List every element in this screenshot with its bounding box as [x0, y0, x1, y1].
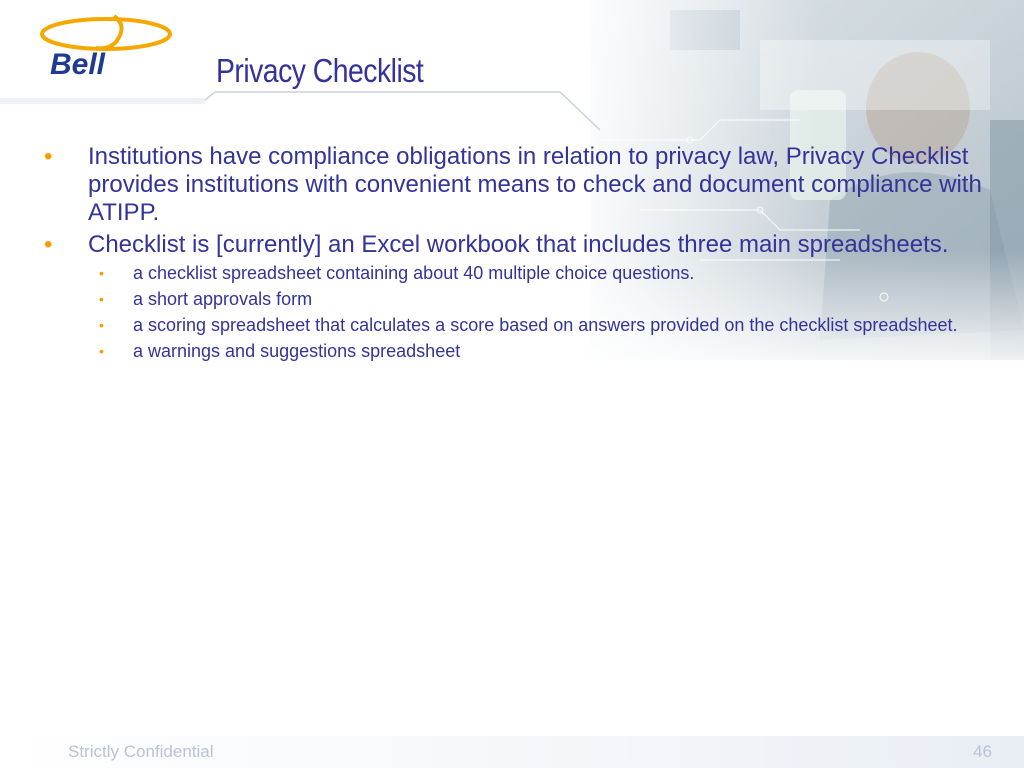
sub-bullet-icon: •: [99, 291, 104, 307]
sub-bullet-item: [44, 341, 984, 362]
sub-bullet-text: a warnings and suggestions spreadsheet: [133, 341, 461, 361]
sub-bullet-item: [44, 263, 984, 284]
sub-bullet-icon: •: [99, 317, 104, 333]
sub-bullet-item: [44, 289, 984, 310]
sub-bullet-list: [44, 263, 984, 362]
svg-text:Bell: Bell: [50, 48, 106, 81]
sub-bullet-icon: •: [99, 265, 104, 281]
footer-confidential-label: Strictly Confidential: [68, 742, 214, 761]
sub-bullet-icon: •: [99, 343, 104, 359]
bell-logo-icon: [36, 12, 176, 82]
sub-bullet-text: a short approvals form: [133, 289, 313, 309]
bullet-icon: •: [44, 231, 53, 258]
slide-title: Privacy Checklist: [216, 52, 424, 89]
sub-bullet-text: a scoring spreadsheet that calculates a score based on answers provided on the checklist spreadsheet.: [133, 315, 958, 335]
sub-bullet-item: [44, 315, 984, 336]
bullet-item: [44, 143, 984, 227]
sub-bullet-text: a checklist spreadsheet containing about 40 multiple choice questions.: [133, 263, 695, 283]
bullet-text: Checklist is [currently] an Excel workbook that includes three main spreadsheets.: [88, 231, 949, 258]
bullet-icon: •: [44, 143, 53, 170]
bullet-text: Institutions have compliance obligations in relation to privacy law, Privacy Checklist provides institutions with convenient means to check and document compliance with ATIPP.: [88, 143, 982, 226]
bullet-list: [44, 143, 984, 367]
page-number: 46: [973, 742, 992, 761]
bullet-item: [44, 231, 984, 259]
